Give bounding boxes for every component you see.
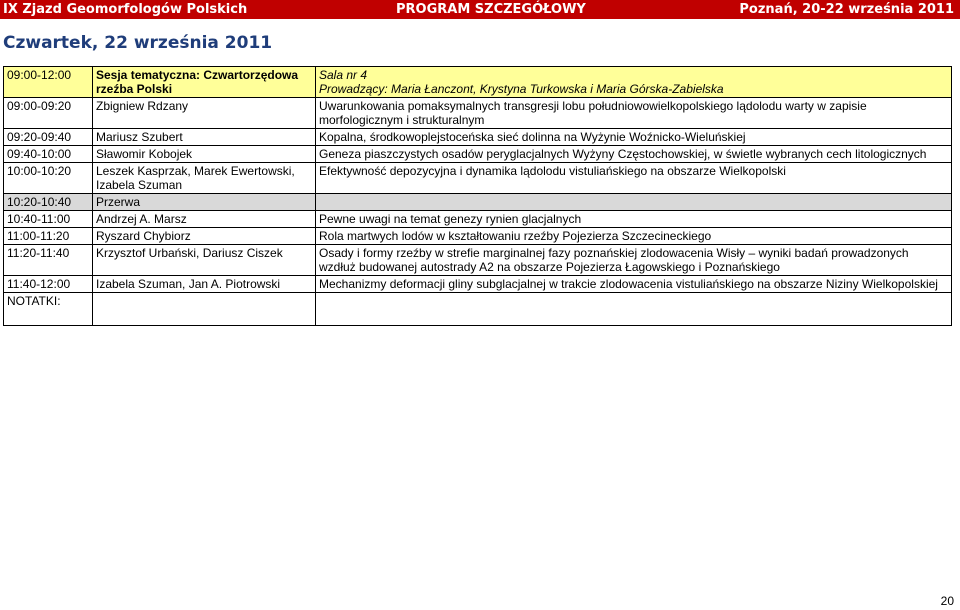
talk-time: 09:00-09:20 — [4, 98, 93, 129]
talk-time: 11:40-12:00 — [4, 276, 93, 293]
talk-author: Izabela Szuman, Jan A. Piotrowski — [93, 276, 316, 293]
page-number: 20 — [940, 594, 954, 608]
session-row — [4, 67, 952, 98]
table-row — [4, 146, 952, 163]
session-info — [316, 67, 952, 98]
talk-time: 10:00-10:20 — [4, 163, 93, 194]
header-bar — [0, 0, 960, 19]
session-room: Sala nr 4 — [319, 68, 368, 82]
break-empty — [316, 194, 952, 211]
notes-cell — [93, 293, 316, 326]
table-row — [4, 211, 952, 228]
talk-author: Krzysztof Urbański, Dariusz Ciszek — [93, 245, 316, 276]
talk-author: Zbigniew Rdzany — [93, 98, 316, 129]
talk-title: Osady i formy rzeźby w strefie marginalnej fazy poznańskiej zlodowacenia Wisły – wyniki badań prowadzonych wzdłuż budowanej autostrady A2 na obszarze Pojezierza Łagowskiego i Poznańskiego — [316, 245, 952, 276]
notes-cell — [316, 293, 952, 326]
talk-title: Rola martwych lodów w kształtowaniu rzeźby Pojezierza Szczecineckiego — [316, 228, 952, 245]
table-row — [4, 129, 952, 146]
talk-author: Leszek Kasprzak, Marek Ewertowski, Izabela Szuman — [93, 163, 316, 194]
session-name: Sesja tematyczna: Czwartorzędowa rzeźba Polski — [93, 67, 316, 98]
talk-title: Pewne uwagi na temat genezy rynien glacjalnych — [316, 211, 952, 228]
break-row — [4, 194, 952, 211]
talk-time: 10:40-11:00 — [4, 211, 93, 228]
talk-title: Mechanizmy deformacji gliny subglacjalnej w trakcie zlodowacenia vistuliańskiego na obszarze Niziny Wielkopolskiej — [316, 276, 952, 293]
schedule-table — [3, 66, 952, 326]
table-row — [4, 245, 952, 276]
talk-title: Efektywność depozycyjna i dynamika lądolodu vistuliańskiego na obszarze Wielkopolski — [316, 163, 952, 194]
table-row — [4, 228, 952, 245]
talk-title: Uwarunkowania pomaksymalnych transgresji lobu południowowielkopolskiego lądolodu warty w zapisie morfologicznym i strukturalnym — [316, 98, 952, 129]
session-chairs: Prowadzący: Maria Łanczont, Krystyna Turkowska i Maria Górska-Zabielska — [319, 82, 724, 96]
program-title: PROGRAM SZCZEGÓŁOWY — [396, 2, 586, 17]
talk-time: 11:20-11:40 — [4, 245, 93, 276]
break-label: Przerwa — [93, 194, 316, 211]
table-row — [4, 98, 952, 129]
talk-author: Sławomir Kobojek — [93, 146, 316, 163]
place-date: Poznań, 20-22 września 2011 — [739, 2, 954, 17]
conference-title: IX Zjazd Geomorfologów Polskich — [3, 2, 248, 17]
day-title: Czwartek, 22 września 2011 — [3, 33, 273, 53]
talk-title: Kopalna, środkowoplejstoceńska sieć dolinna na Wyżynie Woźnicko-Wieluńskiej — [316, 129, 952, 146]
break-time: 10:20-10:40 — [4, 194, 93, 211]
talk-author: Mariusz Szubert — [93, 129, 316, 146]
session-time: 09:00-12:00 — [4, 67, 93, 98]
talk-title: Geneza piaszczystych osadów peryglacjalnych Wyżyny Częstochowskiej, w świetle wybranych cech litologicznych — [316, 146, 952, 163]
table-row — [4, 276, 952, 293]
notes-row — [4, 293, 952, 326]
table-row — [4, 163, 952, 194]
talk-author: Ryszard Chybiorz — [93, 228, 316, 245]
talk-time: 09:20-09:40 — [4, 129, 93, 146]
talk-time: 09:40-10:00 — [4, 146, 93, 163]
talk-author: Andrzej A. Marsz — [93, 211, 316, 228]
notes-label: NOTATKI: — [4, 293, 93, 326]
talk-time: 11:00-11:20 — [4, 228, 93, 245]
